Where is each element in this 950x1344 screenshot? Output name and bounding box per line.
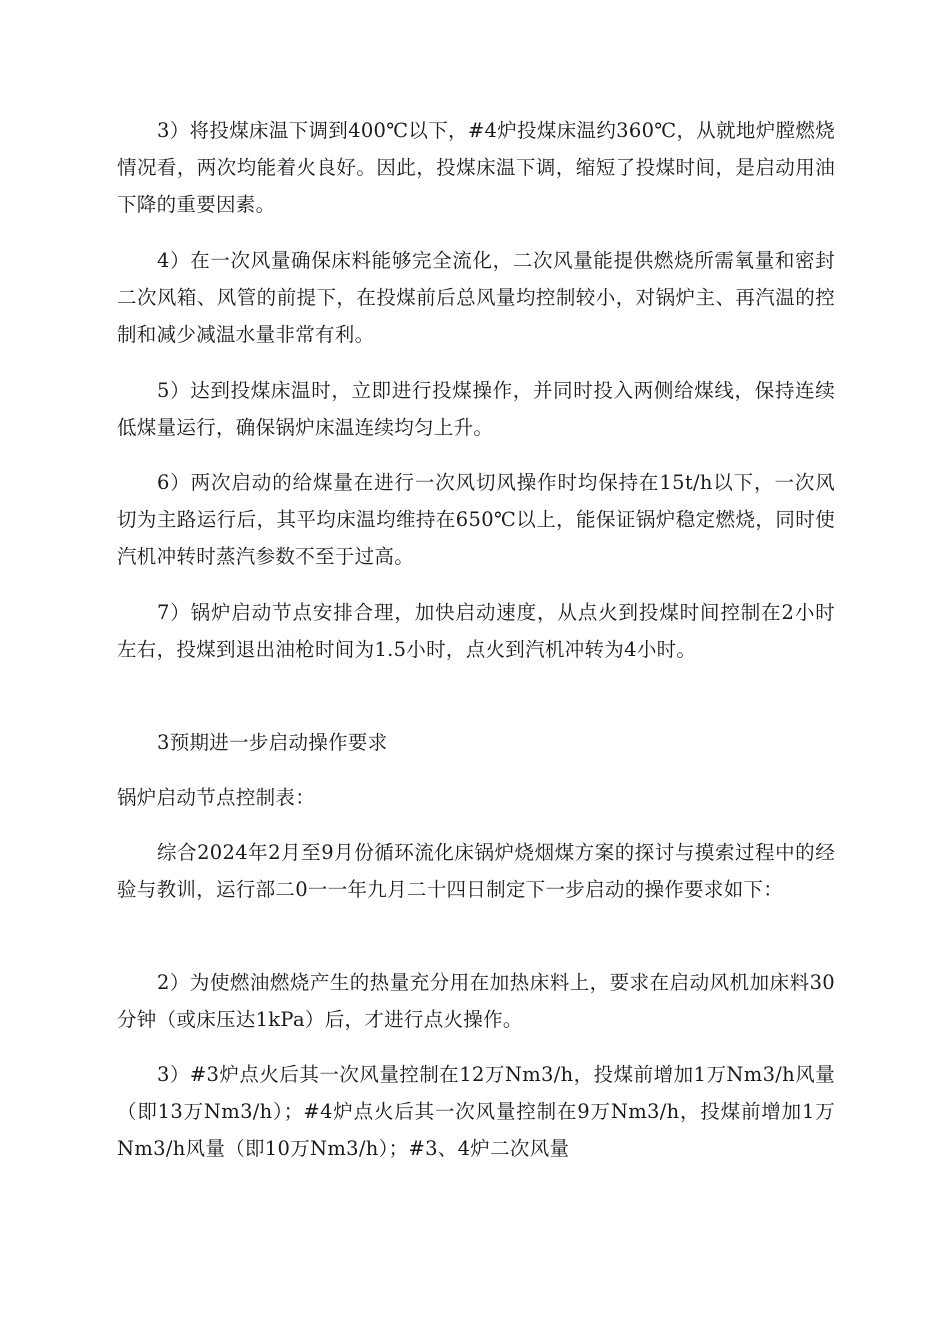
section-heading: 3预期进一步启动操作要求 [157, 731, 388, 754]
paragraph-coal-quantity: 6）两次启动的给煤量在进行一次风切风操作时均保持在15t/h以下，一次风切为主路运行后，其平均床温均维持在650℃以上，能保证锅炉稳定燃烧，同时使汽机冲转时蒸汽参数不至于过高。 [117, 471, 835, 568]
paragraph-air-volume: 4）在一次风量确保床料能够完全流化，二次风量能提供燃烧所需氧量和密封二次风箱、风管的前提下，在投煤前后总风量均控制较小，对锅炉主、再汽温的控制和减少减温水量非常有利。 [117, 249, 835, 346]
paragraph-startup-nodes: 7）锅炉启动节点安排合理，加快启动速度，从点火到投煤时间控制在2小时左右，投煤到退出油枪时间为1.5小时，点火到汽机冲转为4小时。 [117, 601, 835, 661]
paragraph-ignition: 2）为使燃油燃烧产生的热量充分用在加热床料上，要求在启动风机加床料30分钟（或床压达1kPa）后，才进行点火操作。 [117, 971, 835, 1031]
paragraph-summary: 综合2024年2月至9月份循环流化床锅炉烧烟煤方案的探讨与摸索过程中的经验与教训，运行部二0一一年九月二十四日制定下一步启动的操作要求如下： [117, 841, 835, 901]
table-caption: 锅炉启动节点控制表： [117, 786, 316, 809]
paragraph-primary-air: 3）#3炉点火后其一次风量控制在12万Nm3/h，投煤前增加1万Nm3/h风量（即13万Nm3/h）；#4炉点火后其一次风量控制在9万Nm3/h，投煤前增加1万Nm3/h风量（即10万Nm3/h）；#3、4炉二次风量 [117, 1063, 835, 1160]
paragraph-bed-temperature: 3）将投煤床温下调到400℃以下，#4炉投煤床温约360℃，从就地炉膛燃烧情况看，两次均能着火良好。因此，投煤床温下调，缩短了投煤时间，是启动用油下降的重要因素。 [117, 119, 835, 216]
paragraph-coal-feeding: 5）达到投煤床温时，立即进行投煤操作，并同时投入两侧给煤线，保持连续低煤量运行，确保锅炉床温连续均匀上升。 [117, 379, 835, 439]
